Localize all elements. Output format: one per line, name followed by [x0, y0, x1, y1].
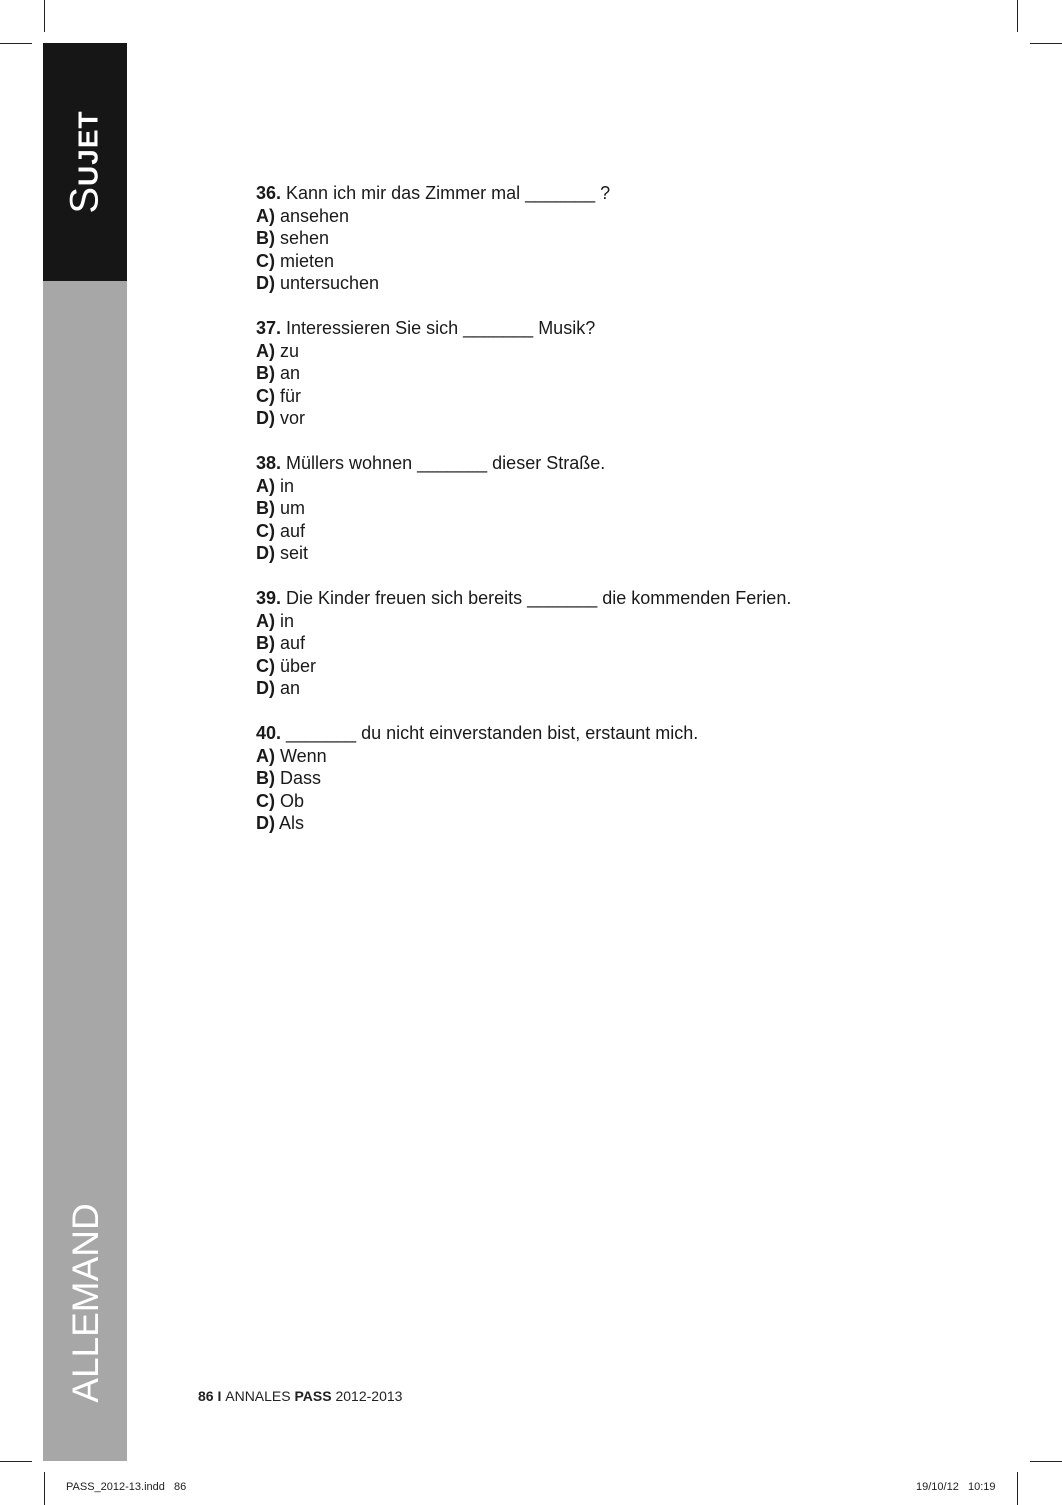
question-39	[256, 587, 956, 700]
answer-option-d: D) vor	[256, 408, 306, 428]
answer-option-b: B) auf	[256, 633, 306, 653]
answer-option-b: B) um	[256, 498, 306, 518]
print-slug-file: PASS_2012-13.indd 86	[66, 1481, 187, 1493]
crop-mark	[1030, 43, 1062, 44]
answer-option-c: C) auf	[256, 520, 306, 541]
answer-option-c: C) über	[256, 655, 317, 676]
answer-option-a: A) zu	[256, 340, 300, 361]
crop-mark	[44, 0, 45, 32]
question-prompt: 37. Interessieren Sie sich _______ Musik?	[256, 318, 596, 338]
question-prompt: 39. Die Kinder freuen sich bereits _______ die kommenden Ferien.	[256, 588, 792, 608]
crop-mark	[1017, 0, 1018, 32]
page-footer: 86 I ANNALES PASS 2012-2013	[198, 1388, 403, 1404]
question-list	[256, 182, 956, 857]
answer-option-c: C) Ob	[256, 790, 305, 811]
answer-option-b: B) an	[256, 363, 301, 383]
answer-option-a: A) Wenn	[256, 745, 327, 766]
answer-option-a: A) in	[256, 610, 295, 631]
question-38	[256, 452, 956, 565]
pass-brand: PASS	[294, 1388, 332, 1404]
answer-option-a: A) in	[256, 475, 295, 496]
crop-mark	[1017, 1472, 1018, 1505]
page-number: 86	[198, 1388, 214, 1404]
crop-mark	[1030, 1461, 1062, 1462]
question-prompt: 36. Kann ich mir das Zimmer mal _______ ?	[256, 183, 611, 203]
print-slug-date: 19/10/12 10:19	[916, 1481, 996, 1493]
answer-option-c: C) für	[256, 385, 302, 406]
crop-mark	[44, 1472, 45, 1505]
answer-option-b: B) sehen	[256, 228, 330, 248]
answer-option-d: D) seit	[256, 543, 309, 563]
crop-mark	[0, 1461, 32, 1462]
crop-mark	[0, 43, 32, 44]
question-37	[256, 317, 956, 430]
sidebar-section-label: SUJET	[62, 110, 107, 214]
question-prompt: 38. Müllers wohnen _______ dieser Straße.	[256, 453, 606, 473]
answer-option-d: D) Als	[256, 813, 305, 833]
answer-option-a: A) ansehen	[256, 205, 350, 226]
sidebar-subject-label: ALLEMAND	[65, 1203, 106, 1403]
answer-option-c: C) mieten	[256, 250, 335, 271]
answer-option-b: B) Dass	[256, 768, 322, 788]
question-40	[256, 722, 956, 835]
answer-option-d: D) an	[256, 678, 301, 698]
answer-option-d: D) untersuchen	[256, 273, 380, 293]
question-prompt: 40. _______ du nicht einverstanden bist, erstaunt mich.	[256, 723, 699, 743]
question-36	[256, 182, 956, 295]
